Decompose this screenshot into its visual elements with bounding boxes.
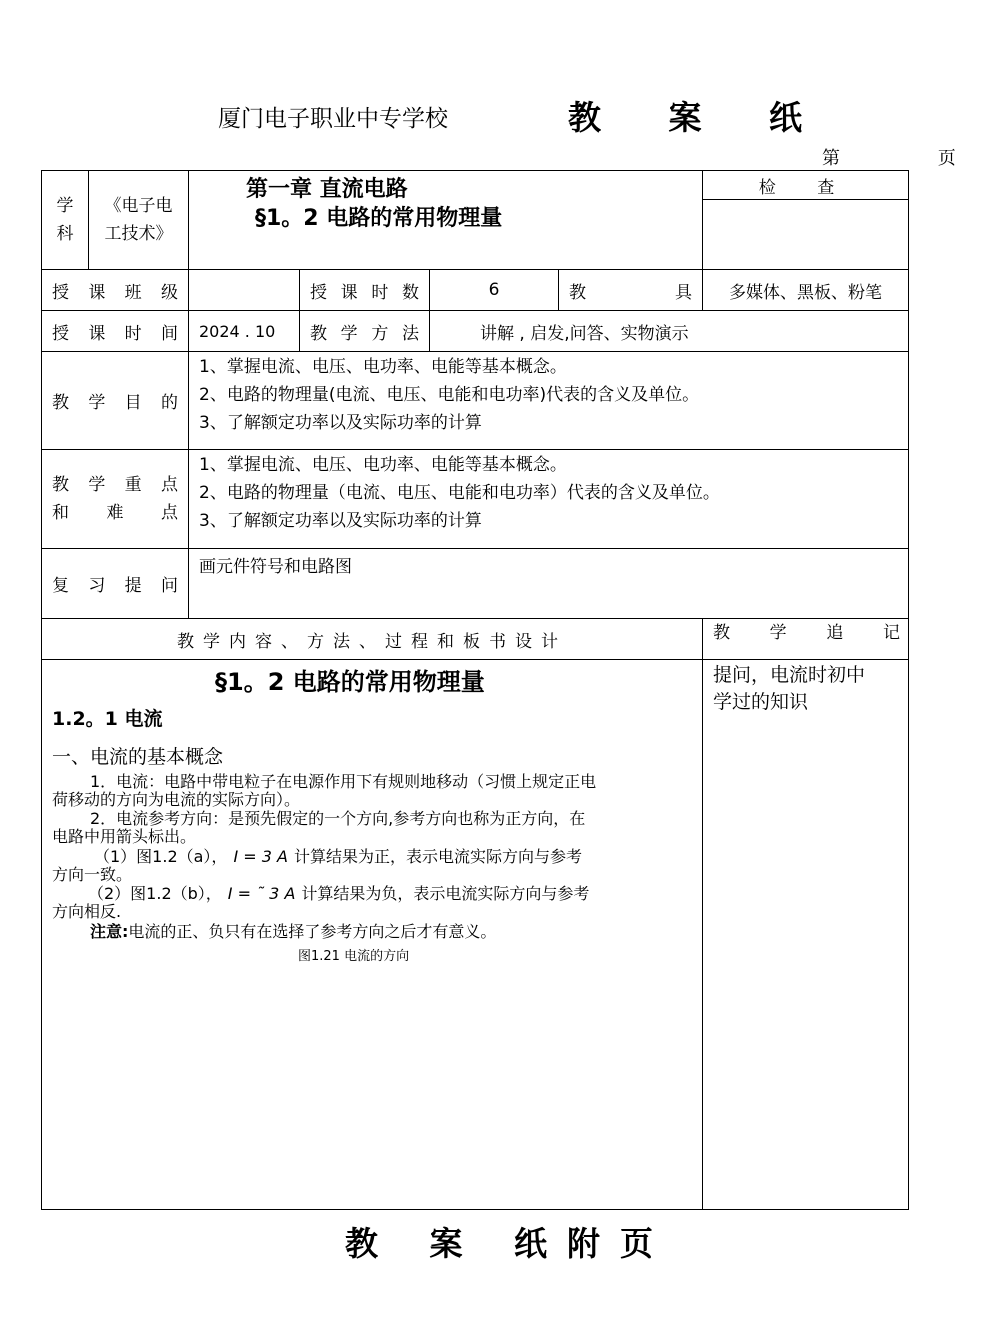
check-header-cell: [703, 171, 909, 200]
track-note: 提问，电流时初中: [713, 664, 866, 686]
subject-label-line: 科: [56, 224, 74, 244]
subject-value-cell: [89, 171, 189, 270]
figure-caption: 图1.21 电流的方向: [298, 949, 410, 964]
note-line: [90, 919, 496, 942]
key-label-line: 教学重点: [52, 475, 178, 495]
hours-label: 授课时数: [300, 270, 430, 311]
method-label: 教学方法: [300, 311, 430, 352]
key-item: 2、电路的物理量（电流、电压、电能和电功率）代表的含义及单位。: [199, 483, 720, 503]
lesson-content-cell: [42, 660, 703, 1210]
check-box-cell: [703, 200, 909, 270]
key-label-cell: [42, 450, 189, 549]
subject-label-line: 学: [56, 196, 74, 216]
formula-b: I = ˜ 3 A: [227, 884, 296, 903]
subject-value-line: 工技术》: [104, 224, 173, 244]
concept-heading: 一、电流的基本概念: [52, 746, 224, 768]
design-label: 教学内容、方法、过程和板书设计: [177, 631, 567, 652]
paragraph-line: [88, 881, 589, 904]
goal-item: 3、了解额定功率以及实际功率的计算: [199, 413, 482, 433]
tools-value: 多媒体、黑板、粉笔: [703, 270, 909, 311]
track-label: 教学追记: [713, 623, 900, 643]
case-b-text: 计算结果为负，表示电流实际方向与参考: [301, 884, 590, 903]
track-notes-cell: [703, 660, 909, 1210]
time-label: 授课时间: [42, 311, 189, 352]
paragraph-line: 电路中用箭头标出。: [52, 827, 197, 846]
appendix-title: 教 案 纸附页: [345, 1224, 673, 1263]
paragraph-line: [94, 844, 582, 867]
document-title: 教 案 纸: [568, 98, 830, 137]
check-label: 检 查: [758, 177, 853, 198]
paragraph-line: 荷移动的方向为电流的实际方向）。: [52, 790, 301, 809]
track-header-cell: [703, 619, 909, 660]
content-heading: §1。2 电路的常用物理量: [215, 668, 485, 696]
design-header-cell: [42, 619, 703, 660]
class-label: 授课班级: [42, 270, 189, 311]
school-name: 厦门电子职业中专学校: [218, 106, 448, 132]
formula-a: I = 3 A: [233, 847, 288, 866]
chapter-cell: [189, 171, 703, 270]
lesson-plan-table: [41, 170, 909, 1210]
paragraph-line: 1．电流：电路中带电粒子在电源作用下有规则地移动（习惯上规定正电: [90, 772, 597, 791]
section-title: §1。2 电路的常用物理量: [255, 206, 503, 231]
paragraph-line: 方向相反.: [52, 902, 122, 921]
key-label-line: 和难点: [52, 503, 178, 523]
subsection-title: 1.2。1 电流: [52, 708, 163, 730]
chapter-title: 第一章 直流电路: [246, 177, 408, 202]
subject-value-line: 《电子电: [104, 196, 173, 216]
key-item: 1、掌握电流、电压、电功率、电能等基本概念。: [199, 455, 567, 475]
paragraph-line: 2．电流参考方向：是预先假定的一个方向,参考方向也称为正方向，在: [90, 809, 586, 828]
note-label: 注意:: [90, 922, 129, 941]
key-item: 3、了解额定功率以及实际功率的计算: [199, 511, 482, 531]
time-value: 2024 . 10: [189, 311, 300, 352]
case-a-text: （1）图1.2（a），: [94, 847, 228, 866]
page-number-label: 第 页: [822, 148, 1002, 169]
tools-label: 教具: [559, 270, 703, 311]
case-b-text: （2）图1.2（b），: [88, 884, 222, 903]
goal-label: 教学目的: [42, 352, 189, 450]
goals-cell: [189, 352, 909, 450]
review-value: 画元件符号和电路图: [189, 549, 909, 619]
subject-label-cell: [42, 171, 89, 270]
review-label: 复习提问: [42, 549, 189, 619]
keys-cell: [189, 450, 909, 549]
class-value: [189, 270, 300, 311]
goal-item: 2、电路的物理量(电流、电压、电能和电功率)代表的含义及单位。: [199, 385, 700, 405]
case-a-text: 计算结果为正，表示电流实际方向与参考: [293, 847, 582, 866]
paragraph-line: 方向一致。: [52, 865, 133, 884]
method-value: 讲解 , 启发,问答、实物演示: [430, 311, 909, 352]
goal-item: 1、掌握电流、电压、电功率、电能等基本概念。: [199, 357, 567, 377]
note-text: 电流的正、负只有在选择了参考方向之后才有意义。: [128, 922, 497, 941]
track-note: 学过的知识: [713, 691, 809, 713]
hours-value: 6: [430, 270, 559, 311]
